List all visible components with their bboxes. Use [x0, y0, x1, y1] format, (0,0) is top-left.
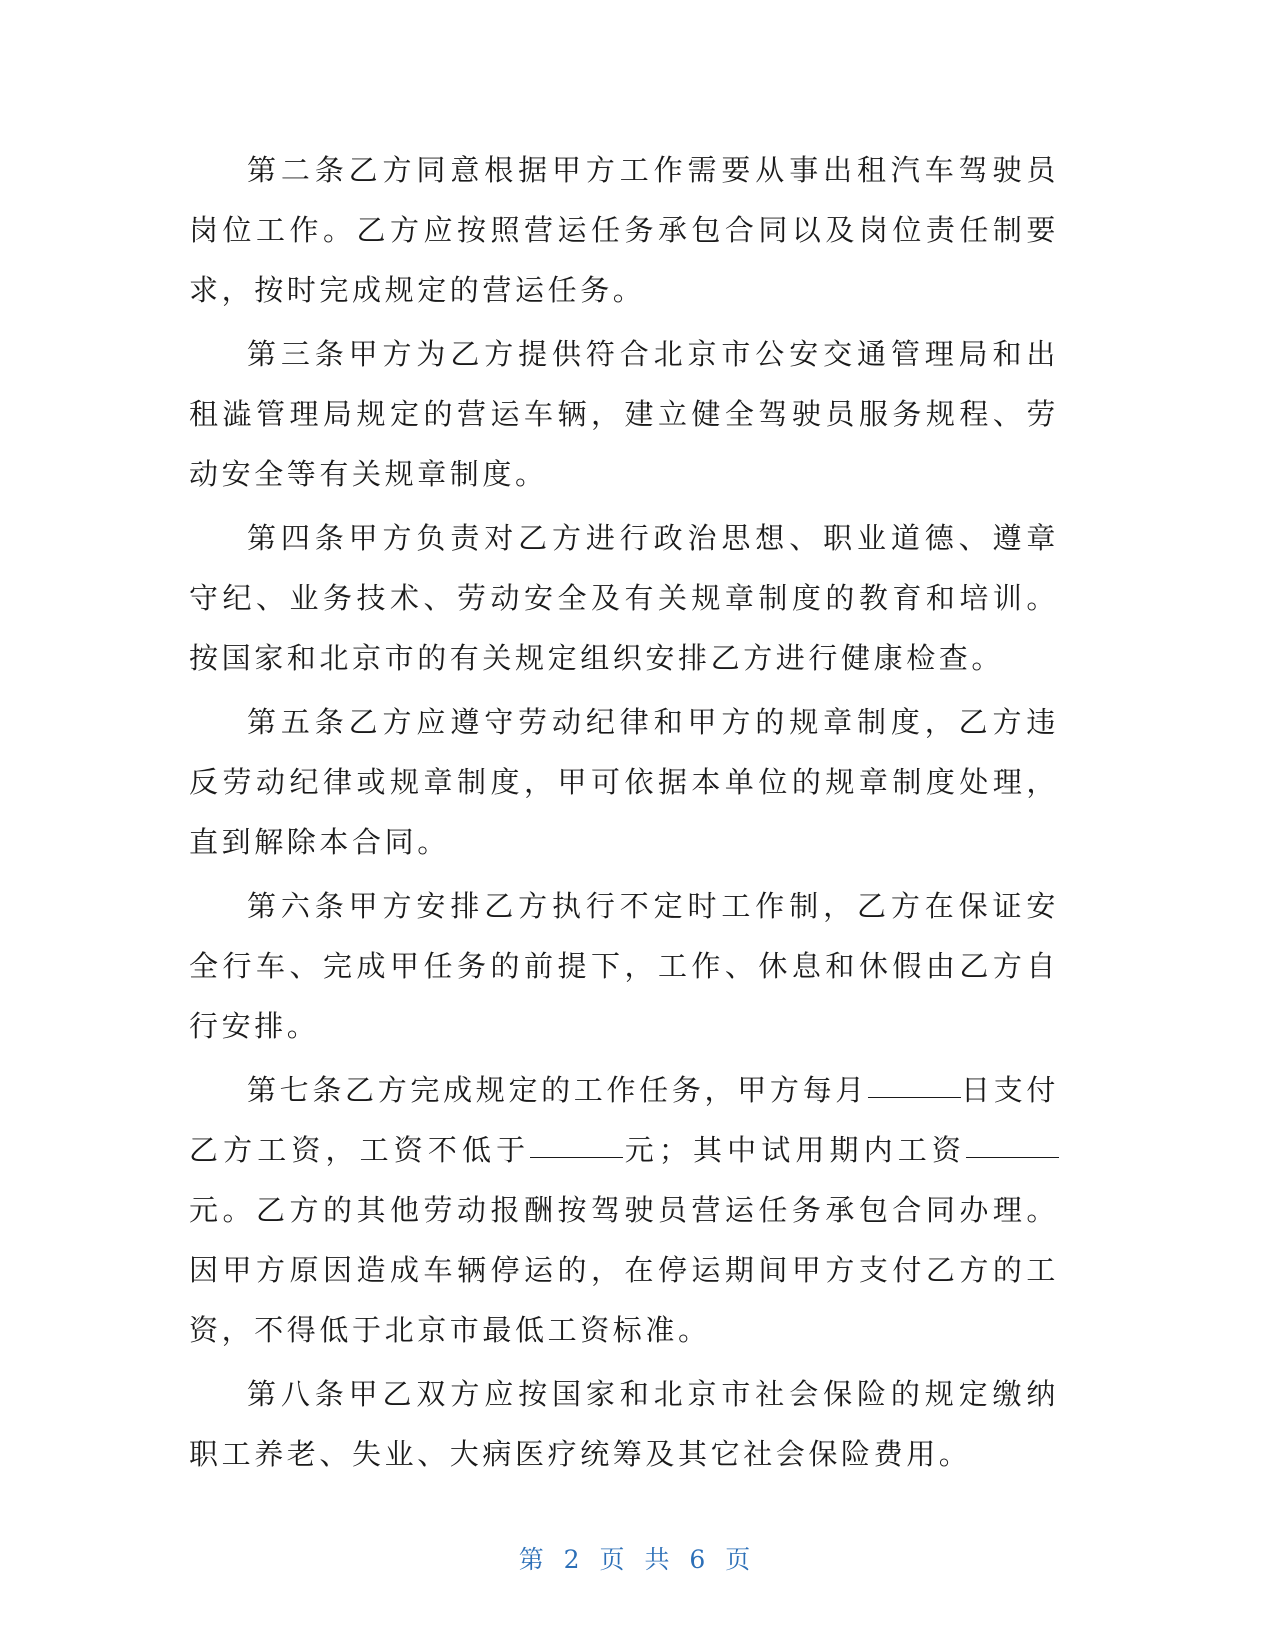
article-8-paragraph: 第八条甲乙双方应按国家和北京市社会保险的规定缴纳职工养老、失业、大病医疗统筹及其它社会保险费用。 — [189, 1377, 1059, 1471]
article-7-paragraph — [189, 1060, 1059, 1360]
footer-current-page: 2 — [563, 1545, 586, 1574]
probation-wage-blank — [966, 1127, 1059, 1158]
footer-suffix: 页 — [725, 1545, 757, 1574]
footer-total-pages: 6 — [689, 1545, 712, 1574]
payday-blank — [868, 1067, 961, 1098]
article-4-paragraph: 第四条甲方负责对乙方进行政治思想、职业道德、遵章守纪、业务技术、劳动安全及有关规章制度的教育和培训。按国家和北京市的有关规定组织安排乙方进行健康检查。 — [189, 521, 1059, 675]
footer-middle: 页 共 — [599, 1545, 676, 1574]
article-7-text-4: 元。乙方的其他劳动报酬按驾驶员营运任务承包合同办理。因甲方原因造成车辆停运的，在停运期间甲方支付乙方的工资，不得低于北京市最低工资标准。 — [189, 1193, 1059, 1347]
article-7-text-3: 元；其中试用期内工资 — [623, 1133, 966, 1167]
article-6-paragraph: 第六条甲方安排乙方执行不定时工作制，乙方在保证安全行车、完成甲任务的前提下，工作、休息和休假由乙方自行安排。 — [189, 889, 1059, 1043]
page-footer — [0, 1540, 1275, 1576]
article-7-text-1: 第七条乙方完成规定的工作任务，甲方每月 — [247, 1073, 868, 1107]
footer-prefix: 第 — [518, 1545, 550, 1574]
minimum-wage-blank — [530, 1127, 623, 1158]
article-5-paragraph: 第五条乙方应遵守劳动纪律和甲方的规章制度，乙方违反劳动纪律或规章制度，甲可依据本单位的规章制度处理，直到解除本合同。 — [189, 705, 1059, 859]
document-body — [189, 140, 1059, 1488]
article-2-paragraph: 第二条乙方同意根据甲方工作需要从事出租汽车驾驶员岗位工作。乙方应按照营运任务承包合同以及岗位责任制要求，按时完成规定的营运任务。 — [189, 153, 1059, 307]
article-7-text-2: 日支付乙方工资，工资不低于 — [189, 1073, 1059, 1167]
article-3-paragraph: 第三条甲方为乙方提供符合北京市公安交通管理局和出租澁管理局规定的营运车辆，建立健全驾驶员服务规程、劳动安全等有关规章制度。 — [189, 337, 1059, 491]
